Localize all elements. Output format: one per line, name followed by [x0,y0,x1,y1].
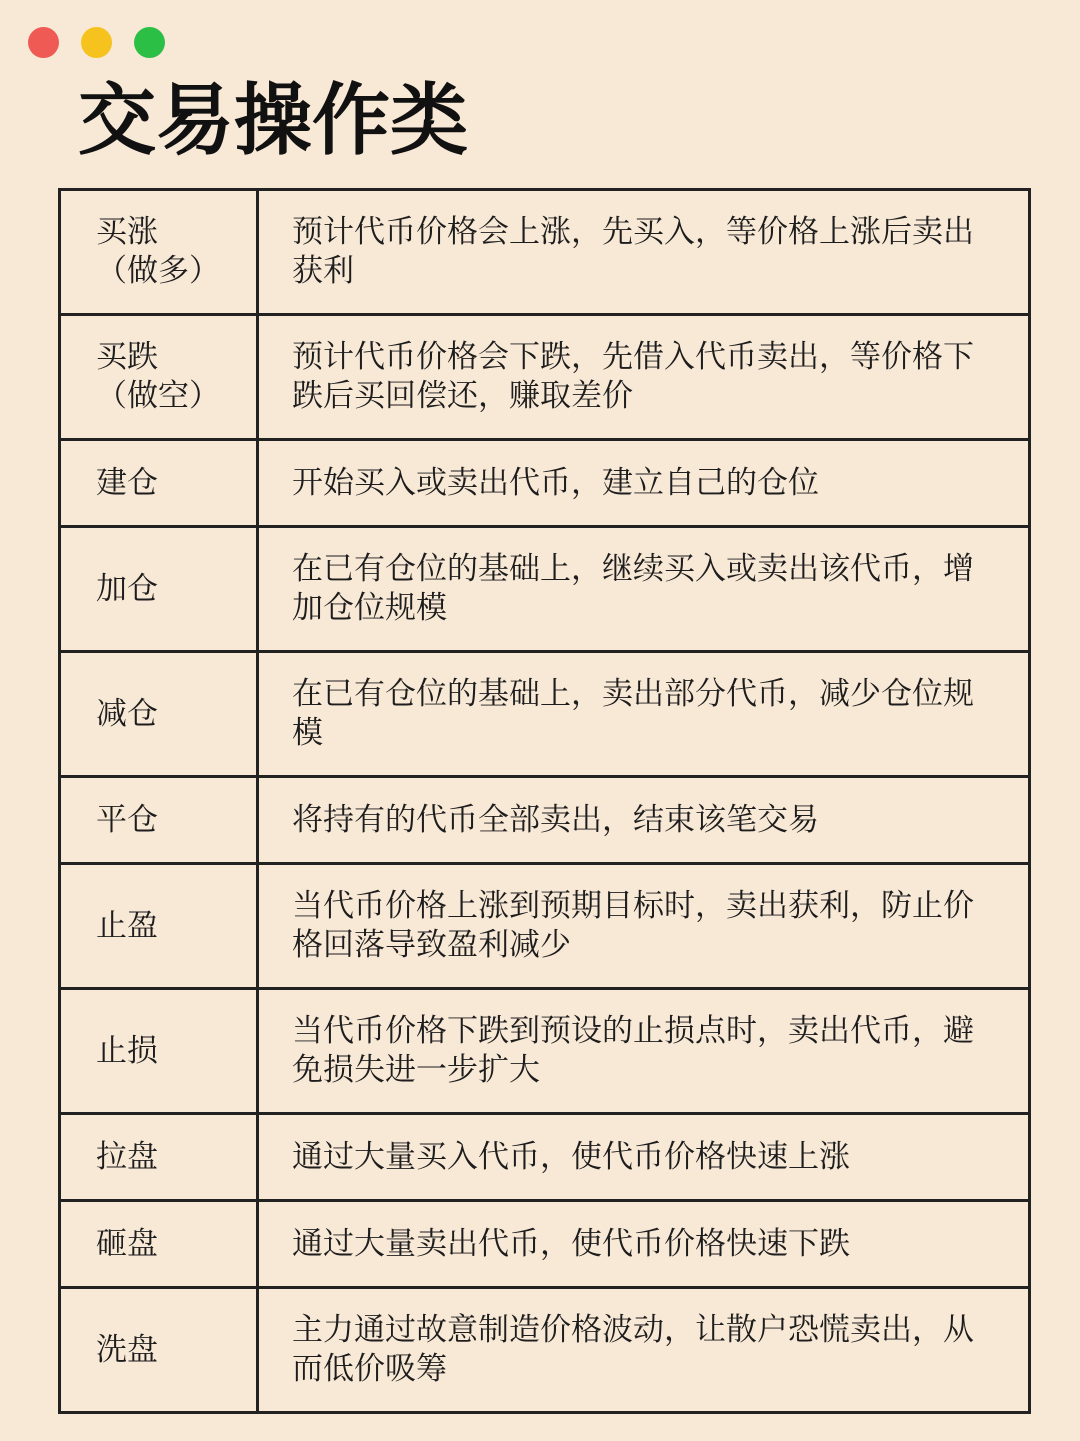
table-row [60,1201,1030,1288]
term-cell: 止损 [60,989,258,1114]
table-row [60,652,1030,777]
table-row [60,527,1030,652]
definition-cell: 当代币价格下跌到预设的止损点时，卖出代币，避免损失进一步扩大 [258,989,1030,1114]
table-row [60,989,1030,1114]
table-row [60,777,1030,864]
term-cell: 止盈 [60,864,258,989]
close-dot-icon [28,27,59,58]
term-cell: 建仓 [60,440,258,527]
term-cell: 加仓 [60,527,258,652]
window-controls [28,27,165,58]
definition-cell: 通过大量卖出代币，使代币价格快速下跌 [258,1201,1030,1288]
term-cell: 买跌 （做空） [60,315,258,440]
definition-cell: 开始买入或卖出代币，建立自己的仓位 [258,440,1030,527]
table-row [60,1288,1030,1413]
definition-cell: 通过大量买入代币，使代币价格快速上涨 [258,1114,1030,1201]
definition-cell: 在已有仓位的基础上，卖出部分代币，减少仓位规模 [258,652,1030,777]
terms-table [58,188,1031,1414]
term-cell: 买涨 （做多） [60,190,258,315]
definition-cell: 当代币价格上涨到预期目标时，卖出获利，防止价格回落导致盈利减少 [258,864,1030,989]
table-row [60,440,1030,527]
table-row [60,1114,1030,1201]
term-cell: 洗盘 [60,1288,258,1413]
definition-cell: 将持有的代币全部卖出，结束该笔交易 [258,777,1030,864]
definition-cell: 预计代币价格会上涨，先买入，等价格上涨后卖出获利 [258,190,1030,315]
definition-cell: 预计代币价格会下跌，先借入代币卖出，等价格下跌后买回偿还，赚取差价 [258,315,1030,440]
table-row [60,190,1030,315]
term-cell: 减仓 [60,652,258,777]
page-title: 交易操作类 [78,76,469,166]
maximize-dot-icon [134,27,165,58]
definition-cell: 主力通过故意制造价格波动，让散户恐慌卖出，从而低价吸筹 [258,1288,1030,1413]
term-cell: 砸盘 [60,1201,258,1288]
term-cell: 平仓 [60,777,258,864]
definition-cell: 在已有仓位的基础上，继续买入或卖出该代币，增加仓位规模 [258,527,1030,652]
table-row [60,315,1030,440]
minimize-dot-icon [81,27,112,58]
term-cell: 拉盘 [60,1114,258,1201]
table-row [60,864,1030,989]
